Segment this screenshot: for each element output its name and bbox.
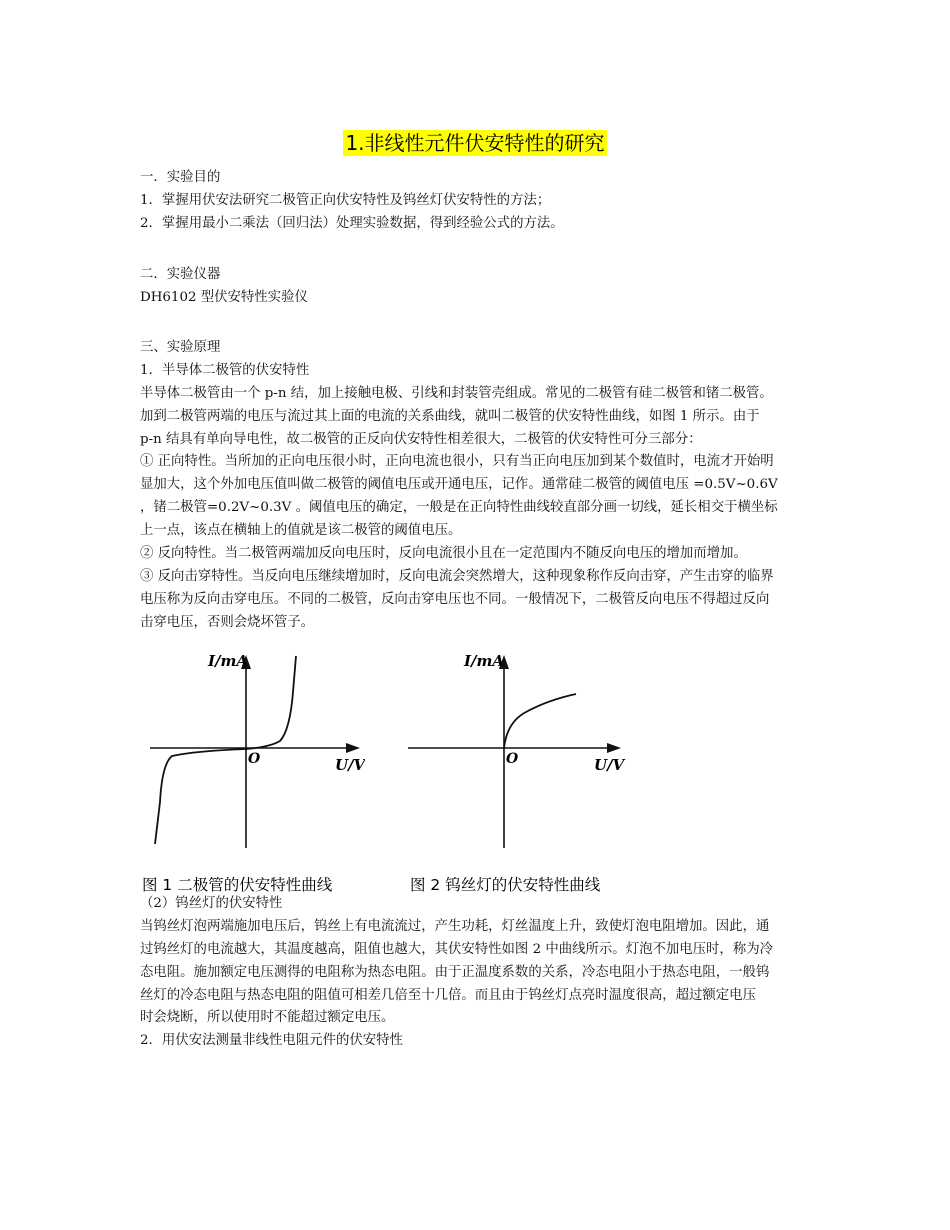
paragraph-line: 加到二极管两端的电压与流过其上面的电流的关系曲线，就叫二极管的伏安特性曲线，如图 1 所示。由于	[140, 408, 760, 424]
lamp-curve	[504, 694, 576, 748]
section-principle	[140, 337, 812, 635]
x-axis-label: U/V	[594, 756, 625, 774]
origin-label: O	[248, 751, 261, 767]
paragraph-line: 半导体二极管由一个 p-n 结，加上接触电极、引线和封装管壳组成。常见的二极管有硅二极管和锗二极管。	[140, 385, 773, 401]
subheading: （2）钨丝灯的伏安特性	[140, 896, 283, 911]
figure-1-diode-iv-curve	[150, 652, 365, 852]
figure-2-lamp-iv-curve	[408, 652, 628, 852]
section-instruments	[140, 264, 812, 310]
paragraph-line: 时会烧断，所以使用时不能超过额定电压。	[140, 1010, 395, 1026]
x-axis-arrow	[607, 743, 621, 753]
section-heading: 一．实验目的	[140, 170, 221, 185]
subheading: 2．用伏安法测量非线性电阻元件的伏安特性	[140, 1033, 403, 1049]
list-item: 1．掌握用伏安法研究二极管正向伏安特性及钨丝灯伏安特性的方法；	[140, 192, 551, 208]
x-axis-arrow	[346, 743, 360, 753]
paragraph-line: ② 反向特性。当二极管两端加反向电压时，反向电流很小且在一定范围内不随反向电压的增加而增加。	[140, 546, 747, 562]
figure-2-caption: 图 2 钨丝灯的伏安特性曲线	[410, 876, 601, 894]
paragraph-line: p-n 结具有单向导电性，故二极管的正反向伏安特性相差很大，二极管的伏安特性可分三部分：	[140, 431, 702, 447]
paragraph-line: ，锗二极管=0.2V~0.3V 。阈值电压的确定，一般是在正向特性曲线较直部分画一切线，延长相交于横坐标	[140, 500, 778, 516]
title-block	[0, 130, 950, 156]
paragraph-line: 击穿电压，否则会烧坏管子。	[140, 614, 315, 630]
instrument-name: DH6102 型伏安特性实验仪	[140, 289, 308, 305]
figure-1-caption: 图 1 二极管的伏安特性曲线	[142, 876, 333, 894]
diode-curve	[155, 656, 296, 844]
y-axis-label: I/mA	[464, 652, 505, 670]
paragraph-line: 丝灯的冷态电阻与热态电阻的阻值可相差几倍至十几倍。而且由于钨丝灯点亮时温度很高，超过额定电压	[140, 987, 756, 1003]
paragraph-line: ③ 反向击穿特性。当反向电压继续增加时，反向电流会突然增大，这种现象称作反向击穿，产生击穿的临界	[140, 568, 774, 584]
document-title: 1.非线性元件伏安特性的研究	[345, 131, 605, 155]
paragraph-line: 上一点，该点在横轴上的值就是该二极管的阈值电压。	[140, 523, 462, 539]
paragraph-line: 显加大，这个外加电压值叫做二极管的阈值电压或开通电压，记作。通常硅二极管的阈值电压 =0.5V~0.6V	[140, 477, 778, 493]
section-purpose	[140, 167, 812, 236]
y-axis-label: I/mA	[208, 652, 249, 670]
list-item: 2．掌握用最小二乘法（回归法）处理实验数据，得到经验公式的方法。	[140, 215, 564, 231]
section-lamp	[140, 893, 812, 1053]
paragraph-line: ① 正向特性。当所加的正向电压很小时，正向电流也很小，只有当正向电压加到某个数值时，电流才开始明	[140, 454, 774, 470]
paragraph-line: 电压称为反向击穿电压。不同的二极管，反向击穿电压也不同。一般情况下，二极管反向电压不得超过反向	[140, 591, 770, 607]
section-heading: 二．实验仪器	[140, 267, 221, 282]
subheading: 1．半导体二极管的伏安特性	[140, 362, 310, 378]
origin-label: O	[506, 751, 519, 767]
section-heading: 三、实验原理	[140, 340, 221, 355]
paragraph-line: 当钨丝灯泡两端施加电压后，钨丝上有电流流过，产生功耗，灯丝温度上升，致使灯泡电阻增加。因此，通	[140, 918, 770, 934]
paragraph-line: 态电阻。施加额定电压测得的电阻称为热态电阻。由于正温度系数的关系，冷态电阻小于热态电阻，一般钨	[140, 964, 770, 980]
paragraph-line: 过钨丝灯的电流越大，其温度越高，阻值也越大，其伏安特性如图 2 中曲线所示。灯泡不加电压时，称为冷	[140, 941, 773, 957]
x-axis-label: U/V	[335, 756, 365, 774]
